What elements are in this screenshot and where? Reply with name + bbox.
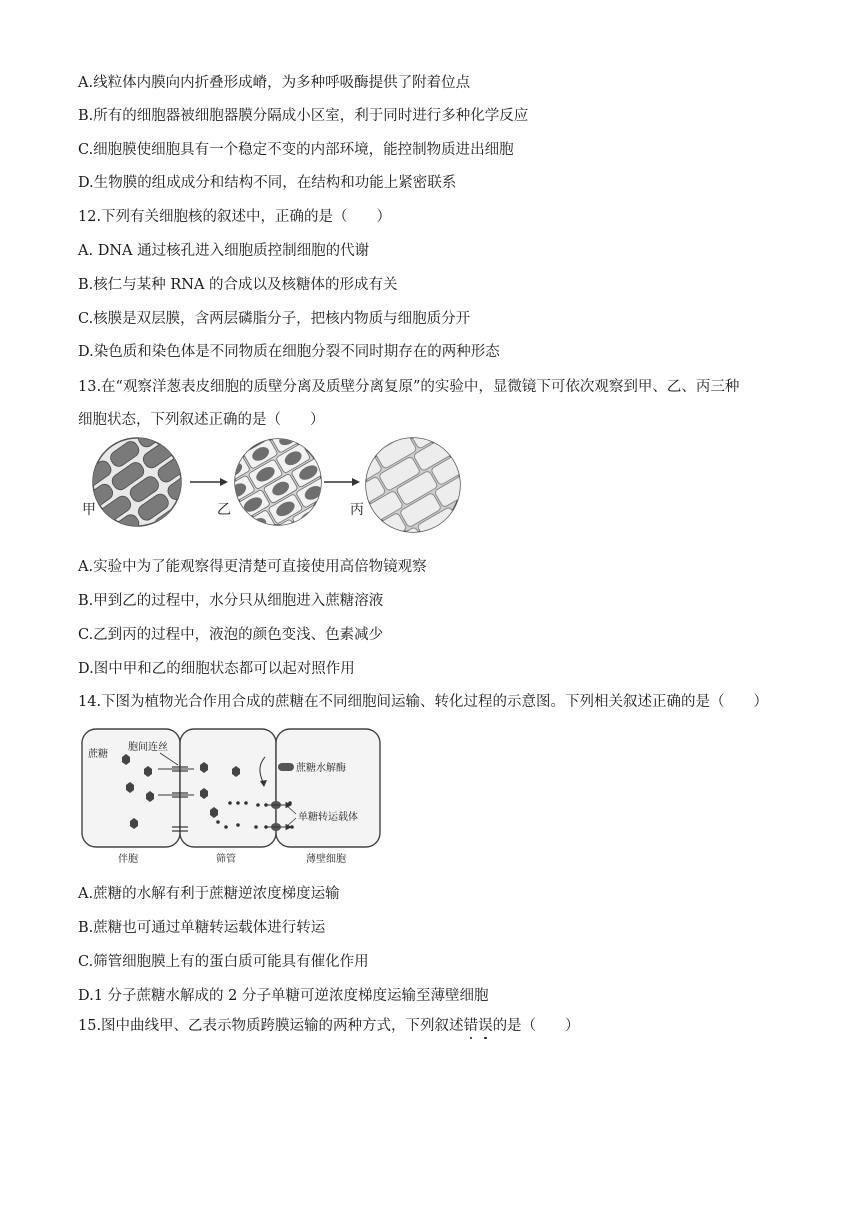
q14-option-a: A.蔗糖的水解有利于蔗糖逆浓度梯度运输 bbox=[78, 886, 340, 902]
label-jia: 甲 bbox=[82, 502, 96, 518]
cell-state-yi bbox=[210, 436, 359, 546]
parenchyma-cell bbox=[276, 729, 380, 847]
label-sieve-tube: 筛管 bbox=[216, 854, 236, 865]
q13-stem-line2: 细胞状态，下列叙述正确的是（ ） bbox=[78, 412, 325, 428]
label-sucrose: 蔗糖 bbox=[88, 749, 108, 760]
q12-option-c: C.核膜是双层膜，含两层磷脂分子，把核内物质与细胞质分开 bbox=[78, 311, 471, 327]
q13-option-b: B.甲到乙的过程中，水分只从细胞进入蔗糖溶液 bbox=[78, 593, 384, 609]
arrow-icon bbox=[190, 478, 228, 486]
q13-option-d: D.图中甲和乙的细胞状态都可以起对照作用 bbox=[78, 661, 355, 677]
q15-stem-before: 15.图中曲线甲、乙表示物质跨膜运输的两种方式，下列叙述 bbox=[78, 1018, 464, 1034]
q15-emphasis-1: 错 bbox=[463, 1018, 479, 1034]
label-plasmodesmata: 胞间连丝 bbox=[128, 742, 168, 753]
q12-stem: 12.下列有关细胞核的叙述中，正确的是（ ） bbox=[78, 209, 392, 225]
q13-option-c: C.乙到丙的过程中，液泡的颜色变浅、色素减少 bbox=[78, 627, 384, 643]
cell-state-bing bbox=[333, 436, 470, 546]
q11-option-c: C.细胞膜使细胞具有一个稳定不变的内部环境，能控制物质进出细胞 bbox=[78, 142, 514, 158]
q14-stem: 14.下图为植物光合作用合成的蔗糖在不同细胞间运输、转化过程的示意图。下列相关叙述正确的是（ ） bbox=[78, 694, 769, 710]
q12-option-a: A. DNA 通过核孔进入细胞质控制细胞的代谢 bbox=[78, 243, 370, 259]
q15-emphasis-2: 误 bbox=[478, 1018, 493, 1034]
sucrose-transport-diagram bbox=[80, 727, 390, 867]
plasmolysis-figure bbox=[80, 436, 470, 546]
q11-option-b: B.所有的细胞器被细胞器膜分隔成小区室，利于同时进行多种化学反应 bbox=[78, 108, 529, 124]
q14-option-c: C.筛管细胞膜上有的蛋白质可能具有催化作用 bbox=[78, 954, 369, 970]
label-parenchyma-cell: 薄壁细胞 bbox=[306, 854, 346, 865]
q11-option-a: A.线粒体内膜向内折叠形成嵴，为多种呼吸酶提供了附着位点 bbox=[78, 75, 471, 91]
q11-option-d: D.生物膜的组成成分和结构不同，在结构和功能上紧密联系 bbox=[78, 175, 457, 191]
q13-option-a: A.实验中为了能观察得更清楚可直接使用高倍物镜观察 bbox=[78, 559, 427, 575]
q15-stem bbox=[78, 1016, 580, 1036]
sieve-tube bbox=[180, 729, 276, 847]
label-yi: 乙 bbox=[217, 502, 231, 518]
q14-option-b: B.蔗糖也可通过单糖转运载体进行转运 bbox=[78, 920, 326, 936]
q12-option-d: D.染色质和染色体是不同物质在细胞分裂不同时期存在的两种形态 bbox=[78, 344, 500, 360]
label-enzyme: 蔗糖水解酶 bbox=[296, 763, 346, 774]
label-carrier: 单糖转运载体 bbox=[298, 812, 358, 823]
label-companion-cell: 伴胞 bbox=[118, 854, 138, 865]
q13-stem-line1: 13.在“观察洋葱表皮细胞的质壁分离及质壁分离复原”的实验中，显微镜下可依次观察到甲、乙、丙三种 bbox=[78, 379, 740, 395]
cell-state-jia bbox=[80, 436, 215, 546]
sucrose-hydrolase-icon bbox=[278, 763, 294, 771]
q14-option-d: D.1 分子蔗糖水解成的 2 分子单糖可逆浓度梯度运输至薄壁细胞 bbox=[78, 988, 489, 1004]
q12-option-b: B.核仁与某种 RNA 的合成以及核糖体的形成有关 bbox=[78, 277, 398, 293]
label-bing: 丙 bbox=[350, 502, 364, 518]
arrow-icon bbox=[324, 478, 360, 486]
q15-stem-after: 的是（ ） bbox=[492, 1018, 580, 1034]
